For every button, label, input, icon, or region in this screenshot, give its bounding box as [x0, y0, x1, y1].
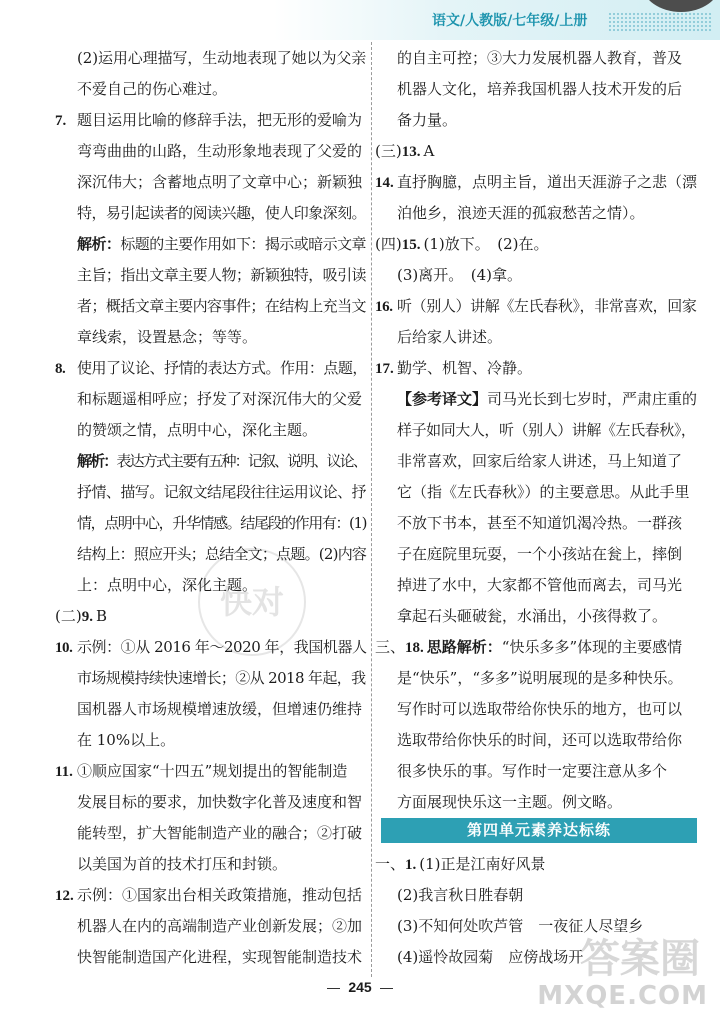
dash-right	[380, 988, 393, 989]
answer-line	[375, 477, 697, 508]
answer-text: 方面展现快乐这一主题。例文略。	[397, 793, 623, 811]
answer-line-content	[375, 136, 434, 168]
item-number: 18.	[405, 640, 424, 656]
item-number: 16.	[375, 299, 393, 315]
answer-text: 快智能制造国产化进程，实现智能制造技术	[77, 948, 363, 966]
answer-line	[375, 136, 697, 167]
answer-line	[375, 663, 697, 694]
item-head	[375, 167, 397, 199]
answer-line-content	[375, 849, 546, 881]
item-head	[375, 291, 397, 323]
corner-tab	[642, 0, 720, 12]
answer-text: 子在庭院里玩耍，一个小孩站在瓮上，摔倒	[397, 545, 683, 563]
answer-text: 深沉伟大；含蓄地点明了文章中心；新颖独	[77, 173, 363, 191]
watermark-brand: 答案圈	[580, 936, 700, 982]
label-lead: 【参考译文】	[397, 390, 488, 408]
answer-line	[55, 911, 367, 942]
answer-line-content	[55, 291, 366, 322]
answer-line-content	[375, 663, 683, 694]
answer-line	[55, 663, 367, 694]
answer-line	[375, 198, 697, 229]
item-head	[55, 632, 77, 664]
answer-text: 结构上：照应开头；总结全文；点题。(2)内容	[77, 545, 367, 563]
answer-text: 弯弯曲曲的山路，生动形象地表现了父爱的	[77, 142, 363, 160]
answer-text: 后给家人讲述。	[397, 328, 503, 346]
answer-line-content	[55, 787, 362, 818]
answer-line-content	[375, 291, 696, 323]
left-column	[55, 43, 367, 973]
answer-line	[375, 446, 697, 477]
answer-text: 和标题遥相呼应；抒发了对深沉伟大的父爱	[77, 390, 363, 408]
answer-line-content	[55, 849, 287, 880]
answer-text: 示例：①国家出台相关政策措施，推动包括	[77, 886, 363, 904]
answer-line-content	[375, 105, 457, 136]
answer-text: (2)运用心理描写，生动地表现了她以为父亲	[77, 49, 367, 67]
answer-line	[375, 105, 697, 136]
answer-line	[375, 880, 697, 911]
answer-line-content	[55, 508, 366, 539]
answer-text: (2)我言秋日胜春朝	[397, 886, 524, 904]
answer-line	[375, 787, 697, 818]
answer-line-content	[55, 663, 366, 694]
answer-line-content	[55, 167, 362, 198]
answer-text: 掉进了水中，大家都不管他而离去，司马光	[397, 576, 683, 594]
answer-line-content	[55, 229, 366, 260]
answer-line	[375, 260, 697, 291]
answer-line	[55, 322, 367, 353]
answer-line	[375, 167, 697, 198]
item-number: 8.	[55, 361, 66, 377]
answer-line-content	[375, 570, 682, 601]
header-band	[0, 0, 720, 40]
answer-line-content	[375, 322, 502, 353]
answer-line-content	[375, 477, 690, 508]
item-head	[55, 353, 77, 385]
answer-text: 使用了议论、抒情的表达方式。作用：点题，	[77, 359, 367, 377]
answer-line-content	[55, 43, 366, 74]
answer-text: 者；概括文章主要内容事件；在结构上充当文	[77, 297, 367, 315]
answer-line	[375, 539, 697, 570]
answer-line	[55, 446, 367, 477]
answer-line-content	[55, 911, 362, 942]
answer-line	[55, 880, 367, 911]
item-number: 13.	[401, 144, 421, 160]
answer-line-content	[55, 601, 107, 633]
section-marker: (四)	[375, 235, 402, 253]
answer-text: 是“快乐”，“多多”说明展现的是多种快乐。	[397, 669, 683, 687]
page-number	[0, 977, 720, 997]
answer-text: 抒情、描写。记叙文结尾段往往运用议论、抒	[77, 483, 367, 501]
answer-line	[55, 756, 367, 787]
dash-left	[327, 988, 340, 989]
answer-line	[375, 632, 697, 663]
item-head	[55, 880, 77, 912]
answer-line	[375, 508, 697, 539]
answer-text: 样子如同大人，听（别人）讲解《左氏春秋》，	[397, 421, 696, 439]
watermark-stamp: 快对	[198, 548, 306, 656]
answer-line	[55, 353, 367, 384]
answer-text: 的赞颂之情，点明中心，深化主题。	[77, 421, 318, 439]
answer-line-content	[55, 818, 362, 849]
answer-line-content	[55, 880, 362, 912]
item-head	[55, 601, 96, 633]
answer-text: (3)不知何处吹芦管 一夜征人尽望乡	[397, 917, 644, 935]
answer-line-content	[375, 74, 682, 105]
answer-line-content	[55, 105, 362, 137]
answer-text: (4)遥怜故园菊 应傍战场开	[397, 948, 584, 966]
answer-line-content	[375, 694, 682, 725]
answer-line	[55, 508, 367, 539]
answer-line	[55, 477, 367, 508]
item-number: 7.	[55, 113, 67, 129]
answer-line	[55, 43, 367, 74]
page-number-value: 245	[348, 979, 372, 995]
answer-text: 特，易引起读者的阅读兴趣，使人印象深刻。	[77, 204, 367, 222]
answer-text: 机器人在内的高端制造产业创新发展；②加	[77, 917, 363, 935]
watermark-site: MXQE.COM	[537, 981, 708, 1011]
answer-line	[55, 105, 367, 136]
answer-line	[375, 694, 697, 725]
answer-text: 勤学、机智、冷静。	[397, 359, 533, 377]
answer-text: 能转型，扩大智能制造产业的融合；②打破	[77, 824, 363, 842]
answer-text: 主旨；指出文章主要人物；新颖独特，吸引读	[77, 266, 367, 284]
answer-line-content	[375, 942, 583, 973]
answer-text: 市场规模持续快速增长；②从 2018 年起，我	[77, 669, 366, 687]
answer-text: 国机器人市场规模增速放缓，但增速仍维持	[77, 700, 363, 718]
answer-text: 标题的主要作用如下：揭示或暗示文章	[120, 235, 367, 253]
answer-line-content	[375, 260, 522, 291]
answer-text: 在 10%以上。	[77, 731, 176, 749]
answer-text: ①顺应国家“十四五”规划提出的智能制造	[77, 762, 348, 780]
answer-line	[55, 694, 367, 725]
answer-line	[375, 384, 697, 415]
answer-line	[375, 601, 697, 632]
item-number: 14.	[375, 175, 394, 191]
label-lead: 解析：	[77, 235, 121, 253]
label-lead: 解析：	[77, 452, 117, 470]
answer-line-content	[55, 477, 366, 508]
answer-line	[375, 756, 697, 787]
answer-text: 很多快乐的事。写作时一定要注意从多个	[397, 762, 668, 780]
answer-line-content	[55, 725, 175, 756]
answer-text: 机器人文化，培养我国机器人技术开发的后	[397, 80, 683, 98]
answer-line-content	[55, 198, 366, 229]
answer-line-content	[375, 353, 532, 385]
answer-line	[375, 353, 697, 384]
answer-text: A	[423, 142, 435, 160]
answer-text: 题目运用比喻的修辞手法，把无形的爱喻为	[77, 111, 363, 129]
answer-line	[375, 43, 697, 74]
answer-line-content	[55, 446, 366, 477]
answer-line	[55, 260, 367, 291]
answer-line-content	[375, 508, 682, 539]
item-head	[375, 229, 423, 261]
answer-text: 听（别人）讲解《左氏春秋》，非常喜欢，回家	[397, 297, 697, 315]
answer-line	[375, 322, 697, 353]
answer-line-content	[55, 322, 257, 353]
answer-text: 不放下书本，甚至不知道饥渴冷热。一群孩	[397, 514, 683, 532]
item-head	[375, 632, 427, 664]
answer-line-content	[55, 415, 317, 446]
dot-pattern	[608, 12, 712, 32]
answer-line-content	[375, 229, 548, 261]
answer-text: 情，点明中心，升华情感。结尾段的作用有：(1)	[77, 514, 367, 532]
section-marker: 一、	[375, 855, 406, 873]
answer-line	[55, 787, 367, 818]
answer-line	[375, 291, 697, 322]
item-head	[375, 849, 419, 881]
answer-line	[55, 818, 367, 849]
answer-line	[55, 942, 367, 973]
answer-text: 它（指《左氏春秋》）的主要意思。从此手里	[397, 483, 690, 501]
answer-line-content	[55, 942, 362, 973]
answer-text: 表达方式主要有五种：记叙、说明、议论、	[116, 452, 366, 470]
item-number: 10.	[55, 640, 73, 656]
answer-line	[55, 74, 367, 105]
answer-line	[375, 415, 697, 446]
answer-line	[55, 136, 367, 167]
section-marker: (二)	[55, 607, 82, 625]
answer-line-content	[375, 756, 667, 787]
answer-text: 备力量。	[397, 111, 458, 129]
answer-line-content	[55, 136, 362, 167]
section-marker: 三、	[375, 638, 406, 656]
answer-line-content	[55, 74, 227, 105]
answer-line	[55, 384, 367, 415]
answer-line-content	[375, 632, 682, 664]
answer-line	[55, 229, 367, 260]
answer-line	[375, 570, 697, 601]
column-divider	[371, 42, 372, 977]
answer-line-content	[375, 601, 667, 632]
answer-line-content	[375, 880, 523, 911]
answer-line-content	[55, 384, 362, 415]
answer-text: B	[95, 607, 107, 625]
answer-text: 选取带给你快乐的时间，还可以选取带给你	[397, 731, 683, 749]
answer-text: 上：点明中心，深化主题。	[77, 576, 258, 594]
answer-text: 以美国为首的技术打压和封锁。	[77, 855, 288, 873]
answer-line-content	[375, 787, 622, 818]
answer-line	[55, 167, 367, 198]
answer-line-content	[375, 415, 695, 446]
answer-text: 直抒胸臆，点明主旨，道出天涯游子之悲（漂	[397, 173, 698, 191]
answer-line	[55, 198, 367, 229]
answer-line-content	[55, 353, 367, 385]
answer-line	[375, 849, 697, 880]
answer-line	[55, 415, 367, 446]
section-marker: (三)	[375, 142, 402, 160]
answer-line-content	[375, 167, 697, 199]
item-head	[375, 353, 397, 385]
answer-text: (1)放下。 (2)在。	[423, 235, 549, 253]
answer-text: 示例：①从 2016 年～2020 年，我国机器人	[77, 638, 367, 656]
answer-line-content	[375, 43, 682, 74]
answer-line-content	[375, 539, 682, 570]
answer-text: 写作时可以选取带给你快乐的地方，也可以	[397, 700, 683, 718]
answer-text: “快乐多多”体现的主要感情	[501, 638, 683, 656]
book-title: 语文/人教版/七年级/上册	[432, 13, 588, 29]
answer-line-content	[55, 756, 347, 788]
answer-line-content	[375, 198, 645, 229]
answer-line-content	[375, 446, 682, 477]
item-number: 9.	[81, 609, 93, 625]
item-head	[55, 105, 77, 137]
answer-text: 拿起石头砸破瓮，水涌出，小孩得救了。	[397, 607, 668, 625]
answer-text: 非常喜欢，回家后给家人讲述，马上知道了	[397, 452, 683, 470]
answer-text: 司马光长到七岁时，严肃庄重的	[487, 390, 698, 408]
answer-line-content	[55, 694, 362, 725]
answer-line-content	[375, 725, 682, 756]
answer-text: 不爱自己的伤心难过。	[77, 80, 228, 98]
answer-line-content	[55, 260, 366, 291]
answer-line-content	[375, 384, 697, 415]
answer-line	[55, 725, 367, 756]
answer-line	[375, 74, 697, 105]
answer-text: (3)离开。 (4)拿。	[397, 266, 522, 284]
answer-text: 发展目标的要求，加快数字化普及速度和智	[77, 793, 363, 811]
item-head	[375, 136, 423, 168]
answer-text: 章线索，设置悬念；等等。	[77, 328, 258, 346]
item-head	[55, 756, 77, 788]
item-number: 12.	[55, 888, 74, 904]
item-number: 17.	[375, 361, 394, 377]
answer-line	[55, 849, 367, 880]
answer-line	[55, 291, 367, 322]
item-number: 11.	[55, 764, 73, 780]
right-column	[375, 43, 697, 973]
section-heading-slot	[375, 818, 697, 849]
answer-line	[375, 725, 697, 756]
section-heading: 第四单元素养达标练	[381, 818, 697, 843]
label-lead: 思路解析：	[426, 638, 502, 656]
item-number: 15.	[401, 237, 421, 253]
answer-text: (1)正是江南好风景	[419, 855, 546, 873]
answer-text: 泊他乡，浪迹天涯的孤寂愁苦之情）。	[397, 204, 645, 222]
answer-line	[375, 229, 697, 260]
answer-text: 的自主可控；③大力发展机器人教育，普及	[397, 49, 683, 67]
item-number: 1.	[405, 857, 417, 873]
